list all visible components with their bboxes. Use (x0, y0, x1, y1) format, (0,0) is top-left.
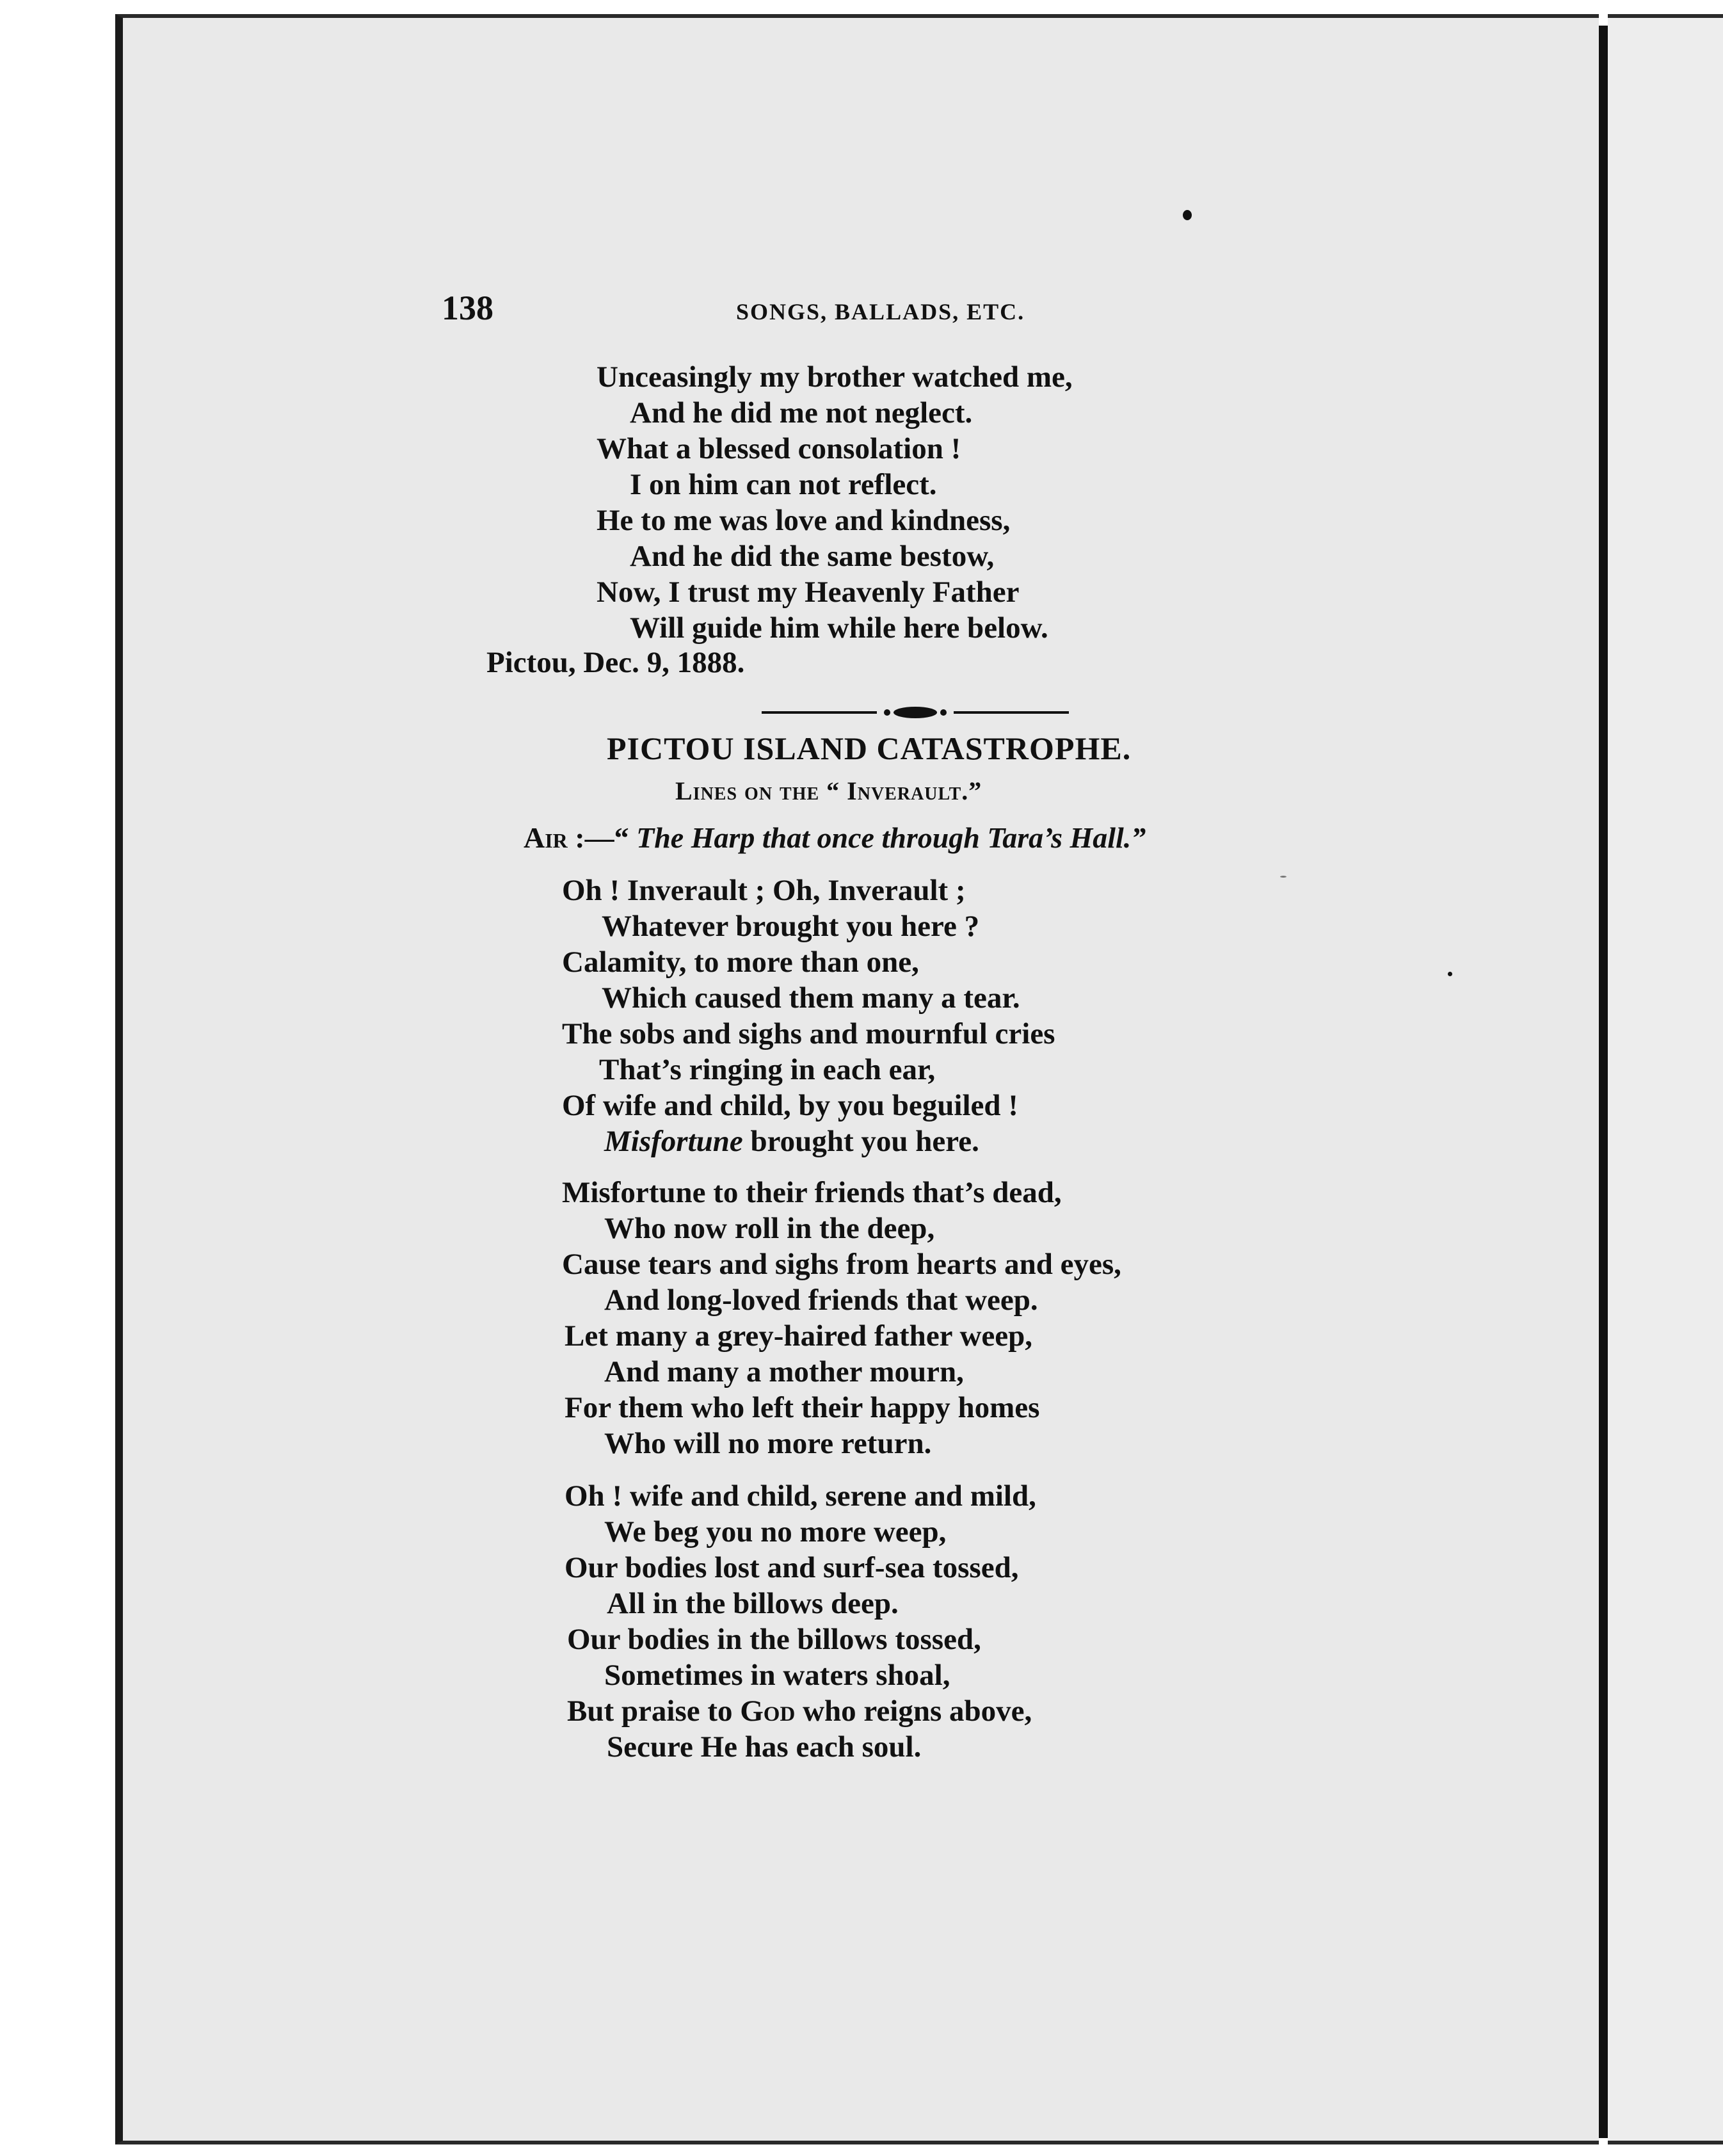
verse-text: But praise to (567, 1694, 741, 1728)
poem-subtitle: Lines on the “ Inverault.” (675, 776, 982, 805)
air-tune-title: The Harp that once through Tara’s Hall.” (636, 821, 1146, 854)
verse-line: And he did the same bestow, (630, 540, 995, 573)
ornamental-rule (762, 704, 1069, 721)
verse-line: Will guide him while here below. (630, 611, 1048, 645)
facing-page-strip (1608, 14, 1723, 2144)
small-caps-word: God (740, 1694, 796, 1728)
verse-line: Our bodies in the billows tossed, (567, 1623, 981, 1656)
air-label: Air :—“ (524, 821, 629, 854)
verse-line: That’s ringing in each ear, (599, 1053, 936, 1086)
verse-line: Misfortune to their friends that’s dead, (562, 1176, 1062, 1209)
page-header (442, 288, 1146, 333)
ink-speck (1183, 210, 1192, 220)
verse-line: Who will no more return. (604, 1427, 932, 1460)
italic-word: Misfortune (604, 1125, 743, 1158)
verse-line: Cause tears and sighs from hearts and eyes, (562, 1248, 1121, 1281)
verse-line: He to me was love and kindness, (597, 504, 1011, 537)
verse-line: And long-loved friends that weep. (604, 1283, 1038, 1317)
verse-text: brought you here. (742, 1125, 979, 1158)
verse-line: Whatever brought you here ? (602, 910, 980, 943)
ink-speck (1280, 876, 1286, 878)
poem-title: PICTOU ISLAND CATASTROPHE. (607, 730, 1132, 766)
verse-line: Sometimes in waters shoal, (604, 1659, 950, 1692)
verse-line: And many a mother mourn, (604, 1355, 964, 1388)
verse-line: I on him can not reflect. (630, 468, 937, 501)
verse-line: We beg you no more weep, (604, 1515, 947, 1549)
verse-line (604, 1124, 979, 1159)
verse-line: Our bodies lost and surf-sea tossed, (565, 1551, 1019, 1584)
verse-line: Who now roll in the deep, (604, 1212, 935, 1245)
verse-line: Oh ! Inverault ; Oh, Inverault ; (562, 874, 966, 907)
verse-line: Now, I trust my Heavenly Father (597, 575, 1020, 609)
verse-line: Calamity, to more than one, (562, 945, 919, 979)
verse-line: All in the billows deep. (607, 1587, 899, 1620)
verse-line: And he did me not neglect. (630, 396, 973, 430)
verse-line: Let many a grey-haired father weep, (565, 1319, 1033, 1353)
ink-speck (1448, 972, 1452, 976)
running-head: SONGS, BALLADS, ETC. (736, 299, 1025, 325)
verse-line: Of wife and child, by you beguiled ! (562, 1089, 1018, 1122)
verse-text: who reigns above, (795, 1694, 1032, 1728)
verse-line: The sobs and sighs and mournful cries (562, 1017, 1055, 1050)
verse-line: Secure He has each soul. (607, 1730, 922, 1764)
verse-line: Unceasingly my brother watched me, (597, 360, 1073, 394)
page-number: 138 (442, 289, 493, 327)
verse-line: Which caused them many a tear. (602, 981, 1020, 1015)
verse-line: What a blessed consolation ! (597, 432, 961, 465)
signoff: Pictou, Dec. 9, 1888. (486, 646, 745, 679)
page-gutter-edge (1599, 26, 1608, 2138)
verse-line (567, 1694, 1032, 1728)
air-line (524, 821, 1146, 855)
verse-line: Oh ! wife and child, serene and mild, (565, 1479, 1036, 1513)
verse-line: For them who left their happy homes (565, 1391, 1040, 1424)
